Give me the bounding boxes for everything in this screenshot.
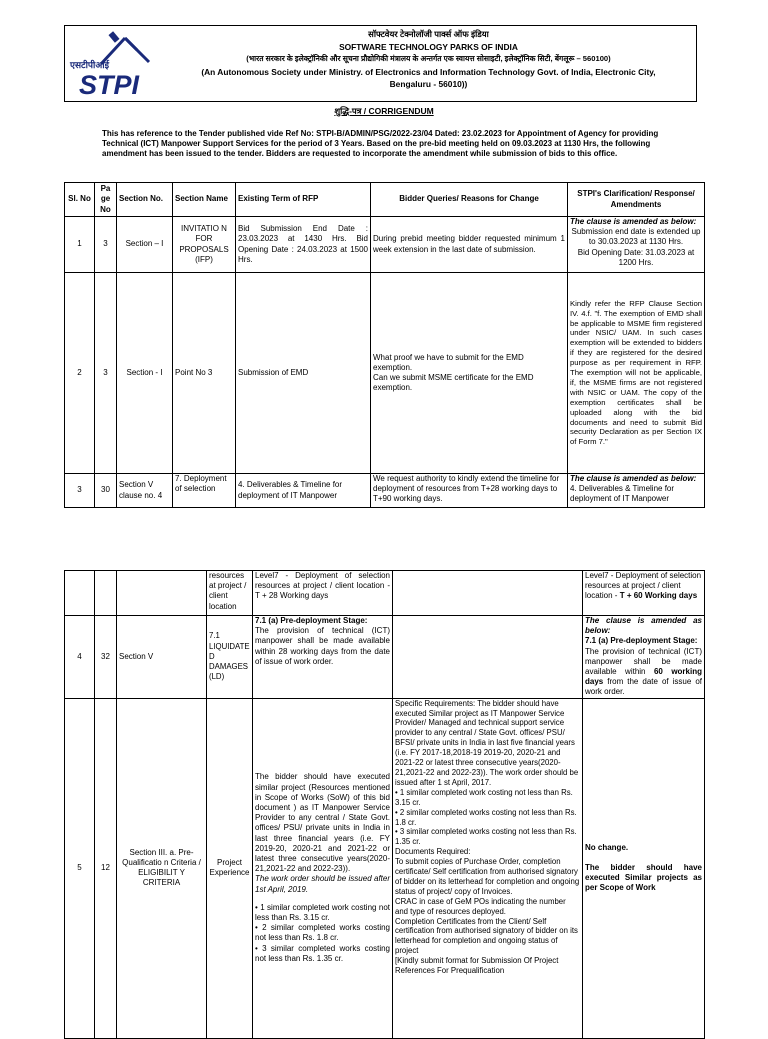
stpi-logo	[67, 28, 162, 98]
table-row	[65, 217, 705, 273]
header-queries: Bidder Queries/ Reasons for Change	[371, 183, 568, 217]
row1-existing: Bid Submission End Date : 23.03.2023 at 1430 Hrs. Bid Opening Date : 24.03.2023 at 1500 Hrs.	[236, 217, 371, 273]
row2-sl: 2	[65, 273, 95, 474]
table-row	[65, 474, 705, 508]
row5-existing-bullet2: • 2 similar completed works costing not less than Rs. 1.8 cr.	[255, 923, 390, 943]
row3-section-name: 7. Deployment of selection	[173, 474, 236, 508]
row4-clar-body1: The provision of technical (ICT) manpower shall be made available within	[585, 646, 702, 677]
table-row	[65, 571, 705, 616]
corrigendum-table-2	[64, 570, 705, 1039]
row3-page: 30	[95, 474, 117, 508]
row4-existing	[253, 616, 393, 699]
row3b-clar-body: Level7 - Deployment of selection resources at project / client location -	[585, 571, 702, 601]
table-header-row	[65, 183, 705, 217]
row4-sl: 4	[65, 616, 95, 699]
header-clarification: STPI's Clarification/ Response/ Amendments	[568, 183, 705, 217]
row4-section: Section V	[117, 616, 207, 699]
row4-clarification	[583, 616, 705, 699]
row3-clar-body: 4. Deliverables & Timeline for deployment of IT Manpower	[570, 484, 675, 504]
row5-clarification	[583, 698, 705, 1038]
row2-clarification: Kindly refer the RFP Clause Section IV. 4.f. "f. The exemption of EMD shall be applicable to MSME firm registered under NSIC/ UAM. In such cases exemption will be extended to bidders if they are registered for the desired purpose as per requirement in RFP. The exemption will not be applicable, if, the MSME firms are not registered with NSIC or UAM. The copy of the exemption certificates shall be uploaded along with the bid documents and need to submit Bid security Declaration as per Section IX of Form 7."	[568, 273, 705, 474]
row4-existing-head: 7.1 (a) Pre-deployment Stage:	[255, 616, 368, 625]
row5-page: 12	[95, 698, 117, 1038]
row1-page: 3	[95, 217, 117, 273]
org-english-line2: Bengaluru - 56010))	[389, 79, 468, 89]
row3-section: Section V clause no. 4	[117, 474, 173, 508]
intro-paragraph: This has reference to the Tender published vide Ref No: STPI-B/ADMIN/PSG/2022-23/04 Dated: 23.02.2023 for Appointment of Agency for providing Technical (ICT) Manpower Support Services for the period of 3 Years. Based on the pre-bid meeting held on 09.03.2023 at 1130 Hrs, the following amendment has been issued to the tender. Bidders are requested to incorporate the amendment while submission of bids to this office.	[102, 129, 659, 158]
row1-section: Section – I	[117, 217, 173, 273]
row2-existing: Submission of EMD	[236, 273, 371, 474]
corrigendum-table-1	[64, 182, 705, 508]
row5-clar-line2: The bidder should have executed Similar projects as per Scope of Work	[585, 862, 702, 893]
table-row	[65, 616, 705, 699]
svg-text:STPI: STPI	[79, 70, 140, 98]
org-hindi-line: (भारत सरकार के इलेक्ट्रॉनिकी और सूचना प्रौद्योगिकी मंत्रालय के अन्तर्गत एक स्वायत्त सोसाइटी, इलेक्ट्रॉनिक सिटी, बेंगलूरू – 560100)	[246, 54, 611, 63]
org-english-name: SOFTWARE TECHNOLOGY PARKS OF INDIA	[339, 41, 518, 52]
table-row	[65, 273, 705, 474]
row4-clar-head: The clause is amended as below:	[585, 616, 702, 636]
row3-clar-head: The clause is amended as below:	[570, 474, 697, 483]
letterhead	[64, 25, 697, 102]
organization-name	[165, 28, 692, 91]
org-english-line1: (An Autonomous Society under Ministry. of Electronics and Information Technology Govt. of India, Electronic City,	[201, 66, 656, 77]
row5-section: Section III. a. Pre-Qualificatio n Criteria / ELIGIBILIT Y CRITERIA	[117, 698, 207, 1038]
header-section: Section No.	[117, 183, 173, 217]
row3-existing: 4. Deliverables & Timeline for deployment of IT Manpower	[236, 474, 371, 508]
row4-existing-body: The provision of technical (ICT) manpower shall be made available within 28 working days from the date of issue of work order.	[255, 626, 390, 666]
row3-queries: We request authority to kindly extend the timeline for deployment of resources from T+28 working days to T+90 working days.	[371, 474, 568, 508]
row5-queries: Specific Requirements: The bidder should have executed Similar project as IT Manpower Service Provider/ Managed and technical support service provider to any central / State Govt. offices/ PSU/ BFSI/ private units in India in last five financial years (i.e. FY 2017-18,2018-19 2019-20, 2020-21 and 2021-22 or latest three consecutive years(2020-21,2021-22 and 2022-23)). The work order should be issued after 1 st April, 2017. • 1 similar completed work costing not less than Rs. 3.15 cr. • 2 similar completed works costing not less than Rs. 1.8 cr. • 3 similar completed works costing not less than Rs. 1.35 cr. Documents Required: To submit copies of Purchase Order, completion certificate/ Self certification from authorised signatory of bidder on its letterhead for completion and ongoing status of project/ copy of Invoices. CRAC in case of GeM POs indicating the number and type of resources deployed. Completion Certificates from the Client/ Self certification from authorised signatory of bidder on its letterhead for completion and ongoing status of project [Kindly submit format for Submission Of Project References For Prequalification	[393, 698, 583, 1038]
row1-section-name: INVITATIO N FOR PROPOSALS (IFP)	[173, 217, 236, 273]
row2-queries: What proof we have to submit for the EMD exemption. Can we submit MSME certificate for the EMD exemption.	[371, 273, 568, 474]
header-section-name: Section Name	[173, 183, 236, 217]
row5-section-name: Project Experience	[207, 698, 253, 1038]
row4-page: 32	[95, 616, 117, 699]
row1-sl: 1	[65, 217, 95, 273]
svg-text:एसटीपीआई: एसटीपीआई	[70, 61, 109, 71]
row1-clarification	[568, 217, 705, 273]
row3b-clar-bold: T + 60 Working days	[619, 591, 698, 601]
header-sl: Sl. No	[65, 183, 95, 217]
row3b-existing: Level7 - Deployment of selection resources at project / client location - T + 28 Working days	[253, 571, 393, 616]
org-hindi-name: सॉफ्टवेयर टेक्नोलॉजी पार्क्स ऑफ इंडिया	[368, 29, 489, 39]
row3-sl: 3	[65, 474, 95, 508]
row4-clar-body2: from the date of issue of work order.	[585, 677, 702, 697]
row4-section-name: 7.1 LIQUIDATE D DAMAGES (LD)	[207, 616, 253, 699]
header-existing: Existing Term of RFP	[236, 183, 371, 217]
row1-clar-body: Submission end date is extended up to 30.03.2023 at 1130 Hrs. Bid Opening Date: 31.03.2023 at 1200 Hrs.	[571, 227, 701, 267]
row1-queries: During prebid meeting bidder requested minimum 1 week extension in the last date of submission.	[371, 217, 568, 273]
row4-clar-bold: 60 working days	[585, 667, 702, 687]
row5-existing	[253, 698, 393, 1038]
row2-section: Section - I	[117, 273, 173, 474]
row5-sl: 5	[65, 698, 95, 1038]
row5-existing-bullet3: • 3 similar completed works costing not less than Rs. 1.35 cr.	[255, 943, 390, 963]
row3b-clarification	[583, 571, 705, 616]
row1-clar-head: The clause is amended as below:	[570, 217, 697, 226]
row5-clar-line1: No change.	[585, 842, 629, 852]
row2-section-name: Point No 3	[173, 273, 236, 474]
table-row	[65, 698, 705, 1038]
page-title: शुद्धि-पत्र / CORRIGENDUM	[334, 106, 434, 116]
row3b-section-name: resources at project / client location	[207, 571, 253, 616]
row5-existing-main: The bidder should have executed similar project (Resources mentioned in Scope of Works (SoW) of this bid document ) as IT Manpower Service Provider to any central / State Govt. offices/ PSU/ private units in India in last three financial years (i.e. FY 2019-20, 2020-21 and 2021-22 or latest three consecutive years(2020-21,2021-22 and 2022-23)).	[255, 772, 390, 874]
header-page: Pa ge No	[95, 183, 117, 217]
row5-existing-bullet1: • 1 similar completed work costing not less than Rs. 3.15 cr.	[255, 902, 390, 922]
row4-clar-sub: 7.1 (a) Pre-deployment Stage:	[585, 636, 698, 646]
row4-clar-body	[585, 647, 702, 698]
row2-page: 3	[95, 273, 117, 474]
row5-existing-italic: The work order should be issued after 1st April, 2019.	[255, 874, 390, 894]
row3-clarification	[568, 474, 705, 508]
